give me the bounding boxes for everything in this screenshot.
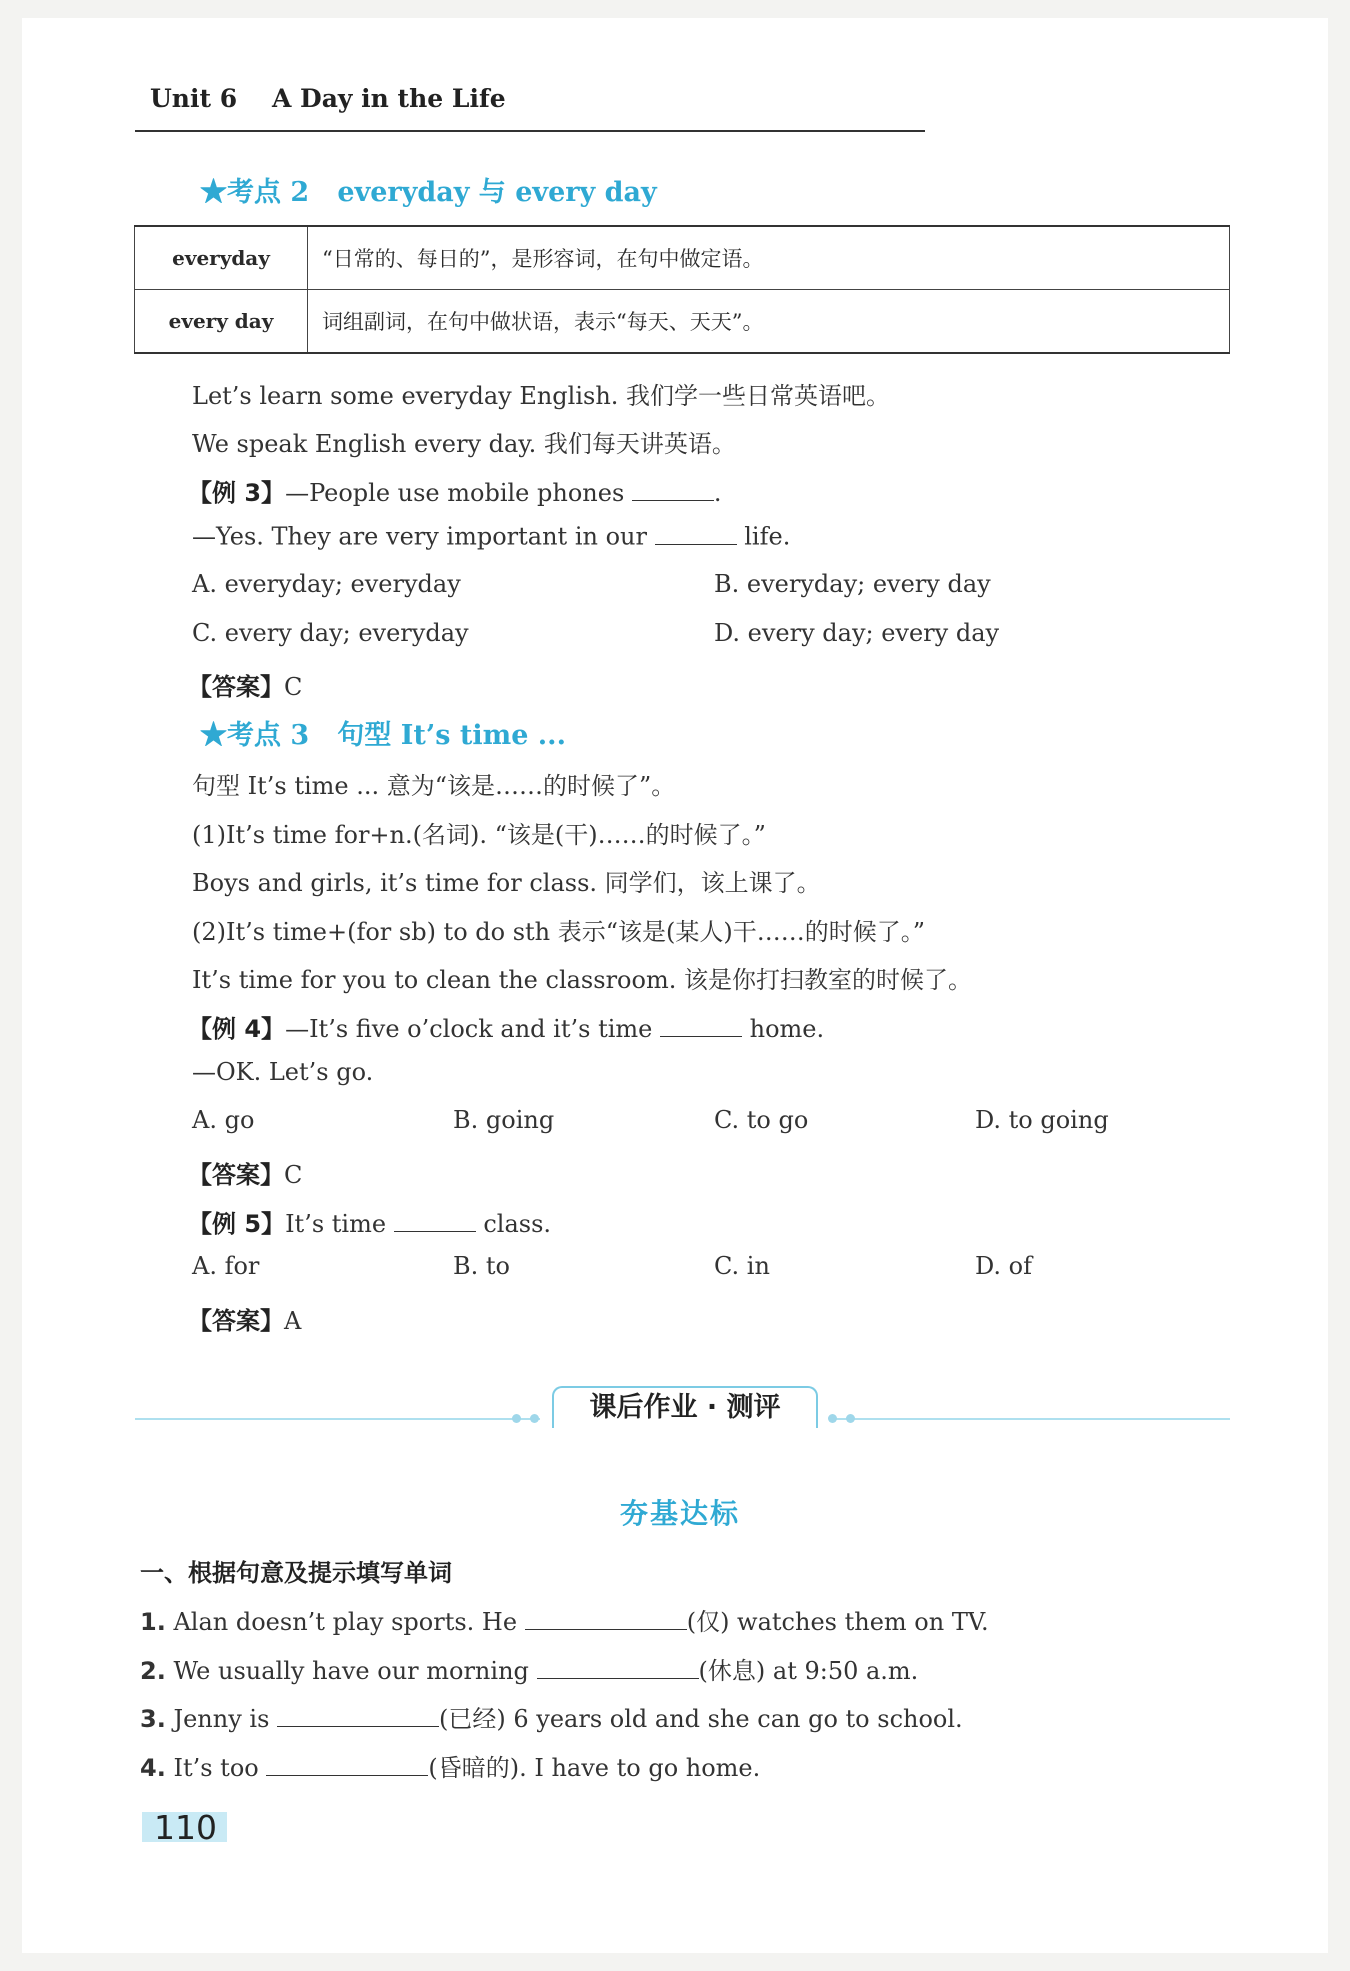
example-sentence: We speak English every day. 我们每天讲英语。 [192,430,736,458]
option[interactable]: C. in [714,1252,770,1280]
question-text: —People use mobile phones [285,479,625,507]
exercise-section-title: 一、根据句意及提示填写单词 [140,1559,452,1587]
section-subtitle: 夯基达标 [620,1497,741,1530]
answer-blank[interactable] [394,1209,476,1232]
item-text: (昏暗的). I have to go home. [428,1754,761,1782]
exercise-item [140,1602,989,1637]
homework-banner: 课后作业 · 测评 [552,1386,818,1428]
item-text: Alan doesn’t play sports. He [173,1608,518,1636]
example-4-reply: —OK. Let’s go. [192,1058,374,1086]
item-number: 4. [140,1754,166,1782]
answer-blank[interactable] [537,1656,699,1679]
answer-tag: 【答案】 [188,1307,284,1335]
answer-line [188,1301,301,1336]
example-tag: 【例 3】 [188,479,286,507]
option[interactable]: C. to go [714,1106,809,1134]
comparison-table [134,225,1230,354]
option[interactable]: B. going [453,1106,555,1134]
option[interactable]: A. go [192,1106,255,1134]
page-header [150,84,506,113]
option[interactable]: B. to [453,1252,510,1280]
answer-line [188,667,302,702]
explanation-line: (1)It’s time for+n.(名词). “该是(干)……的时候了。” [192,821,766,849]
answer-blank[interactable] [632,478,714,501]
option[interactable]: C. every day; everyday [192,619,469,647]
option[interactable]: B. everyday; every day [714,570,991,598]
option[interactable]: A. everyday; everyday [192,570,461,598]
answer-line [188,1155,302,1190]
answer-value: C [284,1161,303,1189]
question-text: —Yes. They are very important in our [192,522,647,551]
banner-dot [512,1414,521,1423]
header-divider [135,130,925,132]
answer-value: A [284,1307,302,1335]
table-desc: 词组副词，在句中做状语，表示“每天、天天”。 [308,290,1230,354]
banner-dot [530,1414,539,1423]
example-sentence: Let’s learn some everyday English. 我们学一些日常英语吧。 [192,382,891,410]
question-text: class. [483,1210,552,1238]
item-text: It’s too [173,1754,259,1782]
explanation-line: Boys and girls, it’s time for class. 同学们，该上课了。 [192,869,821,897]
banner-dot [828,1414,837,1423]
banner-line-right [830,1418,1230,1420]
question-text: . [713,479,722,507]
example-tag: 【例 4】 [188,1015,286,1043]
question-text: life. [744,522,791,551]
example-5-question [188,1204,551,1239]
star-icon: ★ [200,720,227,751]
option[interactable]: D. of [975,1252,1032,1280]
page-number: 110 [154,1808,217,1847]
table-row [135,226,1230,290]
option[interactable]: A. for [192,1252,260,1280]
explanation-line: 句型 It’s time ... 意为“该是……的时候了”。 [192,772,676,800]
answer-blank[interactable] [266,1753,428,1776]
answer-blank[interactable] [277,1704,439,1727]
item-text: (休息) at 9:50 a.m. [698,1657,919,1685]
answer-value: C [284,673,303,701]
table-term: everyday [135,226,308,290]
kp-title: 句型 It’s time ... [337,720,566,751]
exercise-item [140,1748,760,1783]
star-icon: ★ [200,177,227,208]
question-text: home. [749,1015,825,1043]
item-number: 1. [140,1608,166,1636]
question-text: It’s time [285,1210,387,1238]
answer-blank[interactable] [660,1014,742,1037]
option[interactable]: D. to going [975,1106,1109,1134]
item-number: 2. [140,1657,166,1685]
example-3-question [188,473,722,508]
option[interactable]: D. every day; every day [714,619,1000,647]
unit-label: Unit 6 [150,84,238,113]
item-text: (仅) watches them on TV. [686,1608,989,1636]
kp-title: everyday 与 every day [337,177,657,208]
table-desc: “日常的、每日的”，是形容词，在句中做定语。 [308,226,1230,290]
item-number: 3. [140,1705,166,1733]
table-term: every day [135,290,308,354]
banner-line-left [135,1418,540,1420]
example-3-reply [192,522,790,551]
item-text: We usually have our morning [173,1657,529,1685]
answer-tag: 【答案】 [188,673,284,701]
explanation-line: (2)It’s time+(for sb) to do sth 表示“该是(某人)干……的时候了。” [192,918,926,946]
example-tag: 【例 5】 [188,1210,286,1238]
exercise-item [140,1699,963,1734]
kp-label: 考点 2 [227,177,310,208]
explanation-line: It’s time for you to clean the classroom. 该是你打扫教室的时候了。 [192,966,972,994]
unit-title: A Day in the Life [271,84,506,113]
item-text: Jenny is [173,1705,270,1733]
exercise-item [140,1651,918,1686]
question-text: —It’s five o’clock and it’s time [285,1015,653,1043]
banner-dot [846,1414,855,1423]
answer-blank[interactable] [655,522,737,545]
example-4-question [188,1009,824,1044]
item-text: (已经) 6 years old and she can go to school. [439,1705,963,1733]
key-point-2-heading [200,170,657,209]
answer-blank[interactable] [525,1607,687,1630]
key-point-3-heading [200,713,566,752]
answer-tag: 【答案】 [188,1161,284,1189]
table-row [135,290,1230,354]
kp-label: 考点 3 [227,720,310,751]
